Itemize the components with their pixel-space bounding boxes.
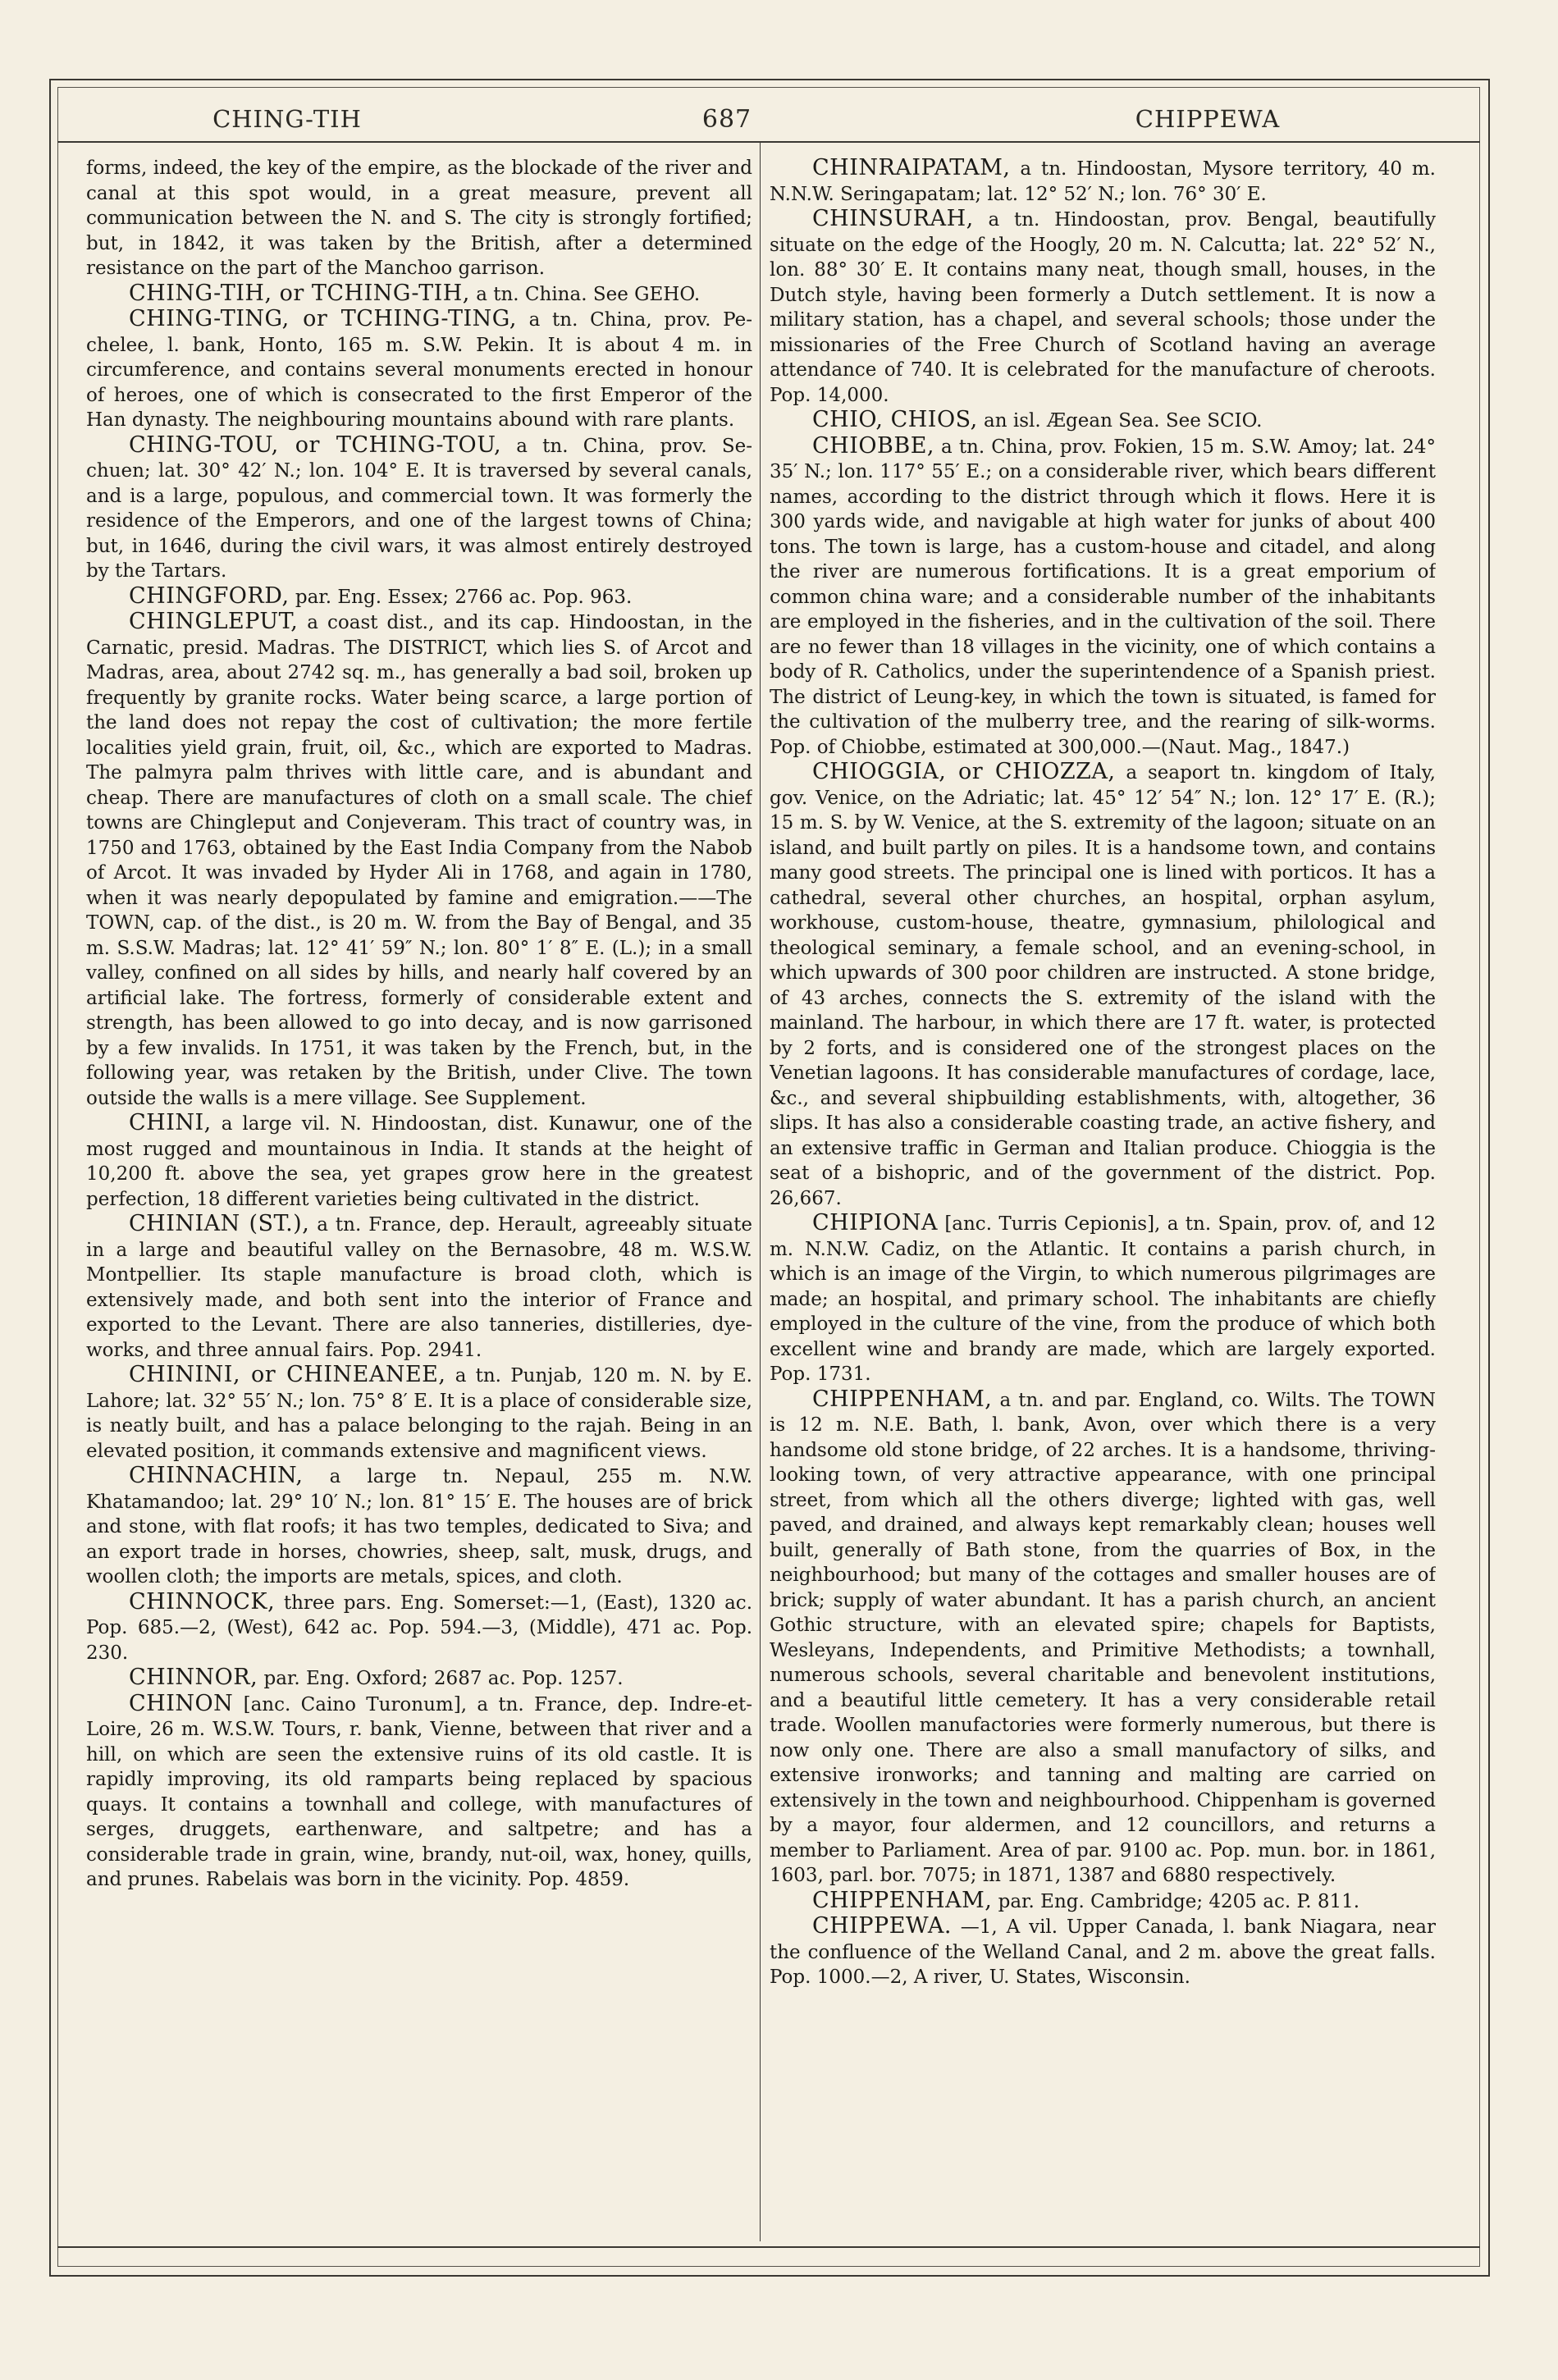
right-column (770, 156, 1436, 2244)
column-divider (760, 141, 761, 2241)
entry (86, 1212, 752, 1363)
entry-headword: CHIOBBE, (812, 432, 934, 459)
entry-text: three pars. Eng. Somerset:—1, (East), 1320 ac. Pop. 685.—2, (West), 642 ac. Pop. 594.—3, (Middle), 471 ac. Pop. 230. (86, 1592, 752, 1664)
entry-text: a tn. France, dep. Herault, agreeably situate in a large and beautiful valley on the Bernasobre, 48 m. W.S.W. Montpellier. Its staple manufacture is broad cloth, which is extensively made, and both sent into the interior of France and exported to the Levant. There are also tanneries, distilleries, dye-works, and three annual fairs. Pop. 2941. (86, 1214, 752, 1361)
header-right-guideword: CHIPPEWA (1135, 105, 1281, 133)
entry (86, 1665, 752, 1692)
entry-headword: CHIPPENHAM, (812, 1887, 993, 1913)
entry-headword: CHIOGGIA, or CHIOZZA, (812, 759, 1116, 784)
entry-headword: CHINIAN (ST.), (129, 1211, 310, 1236)
entry-text: a tn. China, prov. Fokien, 15 m. S.W. Amoy; lat. 24° 35′ N.; lon. 117° 55′ E.; on a considerable river, which bears different names, according to the district through which it flows. Here it is 300 yards wide, and navigable at high water for junks of about 400 tons. The town is large, has a custom-house and citadel, and along the river are numerous fortifications. It is a great emporium of common china ware; and a considerable number of the inhabitants are employed in the fisheries, and in the cultivation of the soil. There are no fewer than 18 villages in the vicinity, one of which contains a body of R. Catholics, under the superintendence of a Spanish priest. The district of Leung-key, in which the town is situated, is famed for the cultivation of the mulberry tree, and the rearing of silk-worms. Pop. of Chiobbe, estimated at 300,000.—(Naut. Mag., 1847.) (770, 436, 1436, 758)
entry-headword: CHINI, (129, 1110, 212, 1135)
entry-headword: CHINSURAH, (812, 206, 974, 231)
entry-text: —1, A vil. Upper Canada, l. bank Niagara, near the confluence of the Welland Canal, and 2 m. above the great falls. Pop. 1000.—2, A river, U. States, Wisconsin. (770, 1916, 1436, 1988)
entry (86, 610, 752, 1111)
entry (770, 156, 1436, 207)
entry (770, 760, 1436, 1211)
entry-headword: CHIPPEWA. (812, 1913, 952, 1939)
entry-text: a large vil. N. Hindoostan, dist. Kunawur, one of the most rugged and mountainous in India. It stands at the height of 10,200 ft. above the sea, yet grapes grow here in the greatest perfection, 18 different varieties being cultivated in the district. (86, 1113, 752, 1210)
entry-headword: CHINNACHIN, (129, 1463, 304, 1488)
left-column (86, 156, 752, 2244)
entry-headword: CHINRAIPATAM, (812, 156, 1011, 180)
entry-text: a tn. Punjab, 120 m. N. by E. Lahore; lat. 32° 55′ N.; lon. 75° 8′ E. It is a place of considerable size, is neatly built, and has a palace belonging to the rajah. Being in an elevated position, it commands extensive and magnificent views. (86, 1365, 752, 1462)
entry-text: a large tn. Nepaul, 255 m. N.W. Khatamandoo; lat. 29° 10′ N.; lon. 81° 15′ E. The houses are of brick and stone, with flat roofs; it has two temples, dedicated to Siva; and an export trade in horses, chowries, sheep, salt, musk, drugs, and woollen cloth; the imports are metals, spices, and cloth. (86, 1466, 752, 1587)
entry (86, 307, 752, 433)
entry-text: a seaport tn. kingdom of Italy, gov. Venice, on the Adriatic; lat. 45° 12′ 54″ N.; lon. 12° 17′ E. (R.); 15 m. S. by W. Venice, at the S. extremity of the lagoon; situate on an island, and built partly on piles. It is a handsome town, and contains many good streets. The principal one is lined with porticos. It has a cathedral, several other churches, an hospital, orphan asylum, workhouse, custom-house, theatre, gymnasium, philological and theological seminary, a female school, and an evening-school, in which upwards of 300 poor children are instructed. A stone bridge, of 43 arches, connects the S. extremity of the island with the mainland. The harbour, in which there are 17 ft. water, is protected by 2 forts, and is considered one of the strongest places on the Venetian lagoons. It has considerable manufactures of cordage, lace, &c., and several shipbuilding establishments, with, altogether, 36 slips. It has also a considerable coasting trade, an active fishery, and an extensive traffic in German and Italian produce. Chioggia is the seat of a bishopric, and of the government of the district. Pop. 26,667. (770, 762, 1436, 1209)
entry-headword: CHINGLEPUT, (129, 609, 299, 634)
entry-text: [anc. Caino Turonum], a tn. France, dep. Indre-et-Loire, 26 m. W.S.W. Tours, r. bank, Vienne, between that river and a hill, on which are seen the extensive ruins of its old castle. It is rapidly improving, its old ramparts being replaced by spacious quays. It contains a townhall and college, with manufactures of serges, druggets, earthenware, and saltpetre; and has a considerable trade in grain, wine, brandy, nut-oil, wax, honey, quills, and prunes. Rabelais was born in the vicinity. Pop. 4859. (86, 1693, 752, 1890)
entry-text: par. Eng. Oxford; 2687 ac. Pop. 1257. (263, 1668, 624, 1689)
entry-text: a tn. China. See GEHO. (476, 283, 701, 305)
entry-text: a tn. Hindoostan, Mysore territory, 40 m. N.N.W. Seringapatam; lat. 12° 52′ N.; lon. 76° 30′ E. (770, 158, 1436, 205)
entry-text: forms, indeed, the key of the empire, as the blockade of the river and canal at this spot would, in a great measure, prevent all communication between the N. and S. The city is strongly fortified; but, in 1842, it was taken by the British, after a determined resistance on the part of the Manchoo garrison. (86, 158, 752, 279)
page-number: 687 (701, 104, 752, 134)
entry (86, 1590, 752, 1666)
header-rule (57, 141, 1480, 143)
entry-text: a tn. Hindoostan, prov. Bengal, beautifully situate on the edge of the Hoogly, 20 m. N. Calcutta; lat. 22° 52′ N., lon. 88° 30′ E. It contains many neat, though small, houses, in the Dutch style, having been formerly a Dutch settlement. It is now a military station, has a chapel, and several schools; those under the missionaries of the Free Church of Scotland having an average attendance of 740. It is celebrated for the manufacture of cheroots. Pop. 14,000. (770, 209, 1436, 406)
entry-headword: CHINNOCK, (129, 1588, 276, 1615)
entry (770, 1914, 1436, 1990)
footer-rule (57, 2246, 1480, 2248)
entry (770, 1211, 1436, 1387)
entry (86, 1464, 752, 1590)
entry-headword: CHING-TIH, or TCHING-TIH, (129, 280, 470, 306)
entry-headword: CHINON (129, 1690, 234, 1716)
entry-text: a tn. and par. England, co. Wilts. The TOWN is 12 m. N.E. Bath, l. bank, Avon, over which there is a very handsome old stone bridge, of 22 arches. It is a handsome, thriving-looking town, of very attractive appearance, with one principal street, from which all the others diverge; lighted with gas, well paved, and drained, and always kept remarkably clean; houses well built, generally of Bath stone, from the quarries of Box, in the neighbourhood; but many of the cottages and smaller houses are of brick; supply of water abundant. It has a parish church, an ancient Gothic structure, with an elevated spire; chapels for Baptists, Wesleyans, Independents, and Primitive Methodists; a townhall, numerous schools, several charitable and benevolent institutions, and a beautiful little cemetery. It has a very considerable retail trade. Woollen manufactories were formerly numerous, but there is now only one. There are also a small manufactory of silks, and extensive ironworks; and tanning and malting are carried on extensively in the town and neighbourhood. Chippenham is governed by a mayor, four aldermen, and 12 councillors, and returns a member to Parliament. Area of par. 9100 ac. Pop. mun. bor. in 1861, 1603, parl. bor. 7075; in 1871, 1387 and 6880 respectively. (770, 1389, 1436, 1886)
entry-headword: CHININI, or CHINEANEE, (129, 1362, 446, 1387)
entry (86, 156, 752, 281)
entry-headword: CHING-TOU, or TCHING-TOU, (129, 432, 502, 458)
entry (86, 281, 752, 308)
header-left-guideword: CHING-TIH (212, 105, 362, 133)
entry-text: a tn. China, prov. Pe-chelee, l. bank, Honto, 165 m. S.W. Pekin. It is about 4 m. in circumference, and contains several monuments erected in honour of heroes, one of which is consecrated to the first Emperor of the Han dynasty. The neighbouring mountains abound with rare plants. (86, 309, 752, 431)
entry-text: par. Eng. Cambridge; 4205 ac. P. 811. (998, 1890, 1360, 1912)
entry-headword: CHIO, CHIOS, (812, 407, 978, 432)
entry (770, 408, 1436, 434)
entry (86, 1111, 752, 1212)
entry-text: a coast dist., and its cap. Hindoostan, in the Carnatic, presid. Madras. The DISTRICT, which lies S. of Arcot and Madras, area, about 2742 sq. m., has generally a bad soil, broken up frequently by granite rocks. Water being scarce, a large portion of the land does not repay the cost of cultivation; the more fertile localities yield grain, fruit, oil, &c., which are exported to Madras. The palmyra palm thrives with little care, and is abundant and cheap. There are manufactures of cloth on a small scale. The chief towns are Chingleput and Conjeveram. This tract of country was, in 1750 and 1763, obtained by the East India Company from the Nabob of Arcot. It was invaded by Hyder Ali in 1768, and again in 1780, when it was nearly depopulated by famine and emigration.——The TOWN, cap. of the dist., is 20 m. W. from the Bay of Bengal, and 35 m. S.S.W. Madras; lat. 12° 41′ 59″ N.; lon. 80° 1′ 8″ E. (L.); in a small valley, confined on all sides by hills, and nearly half covered by an artificial lake. The fortress, formerly of considerable extent and strength, has been allowed to go into decay, and is now garrisoned by a few invalids. In 1751, it was taken by the French, but, in the following year, was retaken by the British, under Clive. The town outside the walls is a mere village. See Supplement. (86, 612, 752, 1109)
entry-headword: CHIPIONA (812, 1210, 938, 1236)
entry-text: [anc. Turris Cepionis], a tn. Spain, prov. of, and 12 m. N.N.W. Cadiz, on the Atlantic. It contains a parish church, in which is an image of the Virgin, to which numerous pilgrimages are made; an hospital, and primary school. The inhabitants are chiefly employed in the culture of the vine, from the produce of which both excellent wine and brandy are made, which are largely exported. Pop. 1731. (770, 1213, 1436, 1385)
running-header (82, 100, 1454, 138)
entry-headword: CHINGFORD, (129, 582, 290, 609)
entry (86, 1363, 752, 1464)
entry-headword: CHING-TING, or TCHING-TING, (129, 306, 517, 331)
entry-text: an isl. Ægean Sea. See SCIO. (984, 410, 1263, 432)
entry (770, 434, 1436, 761)
entry-text: par. Eng. Essex; 2766 ac. Pop. 963. (295, 586, 633, 608)
entry-headword: CHINNOR, (129, 1665, 258, 1690)
entry-headword: CHIPPENHAM, (812, 1386, 993, 1412)
entry-text: a tn. China, prov. Se-chuen; lat. 30° 42′ N.; lon. 104° E. It is traversed by several canals, and is a large, populous, and commercial town. It was formerly the residence of the Emperors, and one of the largest towns of China; but, in 1646, during the civil wars, it was almost entirely destroyed by the Tartars. (86, 435, 752, 582)
entry (770, 207, 1436, 408)
entry (86, 584, 752, 610)
entry (86, 433, 752, 584)
entry (770, 1889, 1436, 1915)
entry (86, 1692, 752, 1893)
entry (770, 1387, 1436, 1889)
